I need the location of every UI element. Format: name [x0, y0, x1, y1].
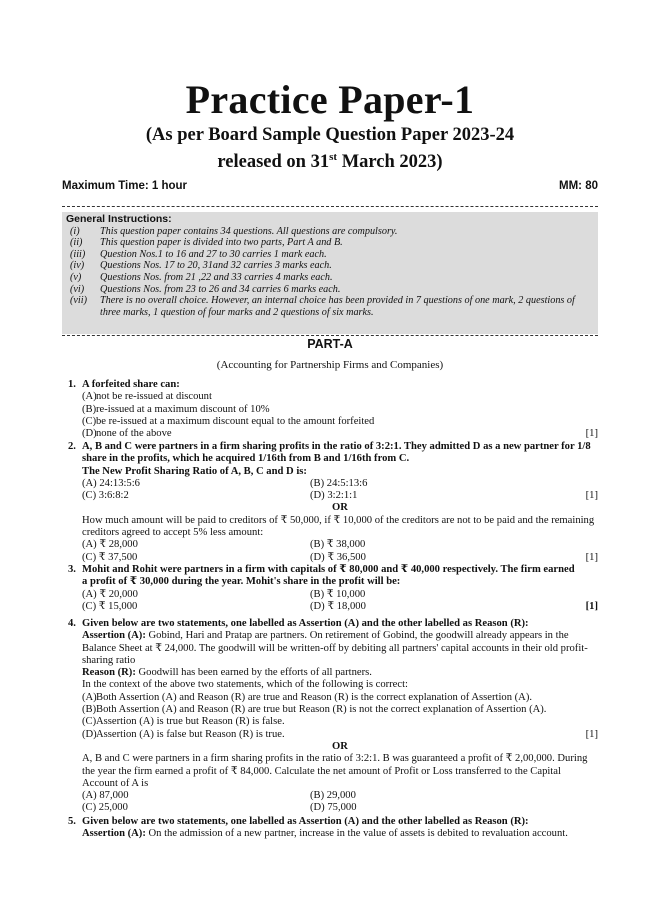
- option-b: (B) 24:5:13:6: [310, 477, 368, 489]
- option-label: (A): [82, 391, 97, 403]
- assertion-label: Assertion (A):: [82, 828, 146, 840]
- max-marks: MM: 80: [559, 180, 598, 192]
- max-time: Maximum Time: 1 hour: [62, 180, 188, 192]
- marks: [1]: [585, 551, 598, 563]
- instruction-number: (i): [70, 225, 80, 237]
- instruction-item: [62, 237, 598, 249]
- question-stem-2: The New Profit Sharing Ratio of A, B, C and D is:: [82, 465, 307, 477]
- alt-option-d: (D) 75,000: [310, 802, 357, 814]
- question-stem: A, B and C were partners in a firm sharing profits in the ratio of 3:2:1. They admitted D as a new partner for 1/8 share in the profits, which he acquired 1/16th from B and 1/16th from C.: [82, 441, 591, 465]
- option-text: Both Assertion (A) and Reason (R) are true but Reason (R) is not the correct explanation of Assertion (A).: [96, 704, 547, 716]
- option-label: (C): [82, 415, 97, 427]
- instruction-text: This question paper is divided into two parts, Part A and B.: [100, 237, 343, 249]
- assertion: [82, 630, 598, 667]
- instruction-number: (ii): [70, 237, 83, 249]
- option-label: (B): [82, 403, 97, 415]
- question-4: [68, 618, 598, 815]
- option-a: [82, 692, 598, 704]
- question-number: 4.: [68, 618, 76, 629]
- subtitle-month-text: March 2023): [337, 152, 443, 173]
- context-text: In the context of the above two statements, which of the following is correct:: [82, 679, 408, 691]
- alt-options-row-1: [82, 790, 598, 802]
- instruction-item: [62, 260, 598, 272]
- instruction-text: This question paper contains 34 questions. All questions are compulsory.: [100, 225, 398, 237]
- divider-bottom: [62, 335, 598, 336]
- question-stem: Given below are two statements, one labelled as Assertion (A) and the other labelled as Reason (R):: [82, 618, 529, 629]
- alt-options-row-2: [82, 552, 598, 564]
- alt-option-c: (C) ₹ 37,500: [82, 551, 138, 563]
- instructions-list: [62, 226, 598, 319]
- options-row-1: [82, 478, 598, 490]
- options-row-1: [82, 589, 598, 601]
- instruction-text: Questions Nos. from 21 ,22 and 33 carries 4 marks each.: [100, 271, 333, 283]
- assertion-text: On the admission of a new partner, increase in the value of assets is debited to revaluation account.: [145, 828, 568, 840]
- alt-question-stem: A, B and C were partners in a firm sharing profits in the ratio of 3:2:1. B was guaranteed a profit of ₹ 2,00,000. During the year the firm earned a profit of ₹ 84,000. Calculate the net amount of Profit or Loss transferred to the Capital Account of A is: [82, 753, 588, 789]
- divider-top: [62, 206, 598, 207]
- option-b: (B) ₹ 10,000: [310, 588, 366, 600]
- instruction-number: (iii): [70, 248, 86, 260]
- options-row-2: [82, 490, 598, 502]
- question-stem: Given below are two statements, one labelled as Assertion (A) and the other labelled as Reason (R):: [82, 816, 529, 827]
- option-text: none of the above: [96, 428, 172, 440]
- assertion-label: Assertion (A):: [82, 630, 146, 642]
- question-number: 1.: [68, 379, 76, 390]
- alt-option-d: (D) ₹ 36,500: [310, 551, 366, 563]
- instruction-number: (vii): [70, 295, 87, 307]
- option-text: not be re-issued at discount: [96, 391, 212, 403]
- assertion: [82, 828, 598, 840]
- instruction-text: There is no overall choice. However, an internal choice has been provided in 7 questions of one mark, 2 questions of three marks, 1 question of four marks and 2 questions of six marks.: [100, 295, 575, 318]
- instruction-number: (iv): [70, 260, 85, 272]
- or-divider: OR: [332, 502, 348, 514]
- assertion-text: Gobind, Hari and Pratap are partners. On retirement of Gobind, the goodwill already appears in the Balance Sheet at ₹ 24,000. The goodwill will be written-off by debiting all partners' capital accounts in their old profit-sharing ratio: [82, 630, 588, 666]
- question-number: 3.: [68, 564, 76, 575]
- or-divider: OR: [332, 740, 348, 752]
- reason: [82, 667, 598, 679]
- option-label: (A): [82, 691, 97, 703]
- instruction-number: (vi): [70, 283, 85, 295]
- marks: [1]: [585, 600, 598, 612]
- instructions-heading: General Instructions:: [66, 213, 172, 225]
- question-number: 2.: [68, 441, 76, 452]
- subtitle-line-1: (As per Board Sample Question Paper 2023-24: [145, 125, 515, 145]
- alt-option-c: (C) 25,000: [82, 802, 128, 814]
- option-text: re-issued at a maximum discount of 10%: [96, 403, 270, 415]
- instruction-item: [62, 272, 598, 284]
- general-instructions: [62, 212, 598, 334]
- part-title: PART-A: [307, 337, 353, 351]
- reason-text: Goodwill has been earned by the efforts of all partners.: [135, 667, 372, 679]
- alt-option-b: (B) ₹ 38,000: [310, 539, 366, 551]
- option-label: (C): [82, 716, 97, 728]
- option-d: (D) ₹ 18,000: [310, 600, 366, 612]
- option-d: [82, 428, 598, 440]
- instruction-number: (v): [70, 271, 82, 283]
- question-2: [68, 441, 598, 564]
- question-number: 5.: [68, 816, 76, 827]
- question-3: [68, 564, 598, 613]
- marks: [1]: [585, 428, 598, 440]
- option-a: (A) 24:13:5:6: [82, 477, 140, 489]
- marks: [1]: [585, 728, 598, 740]
- option-label: (B): [82, 704, 97, 716]
- instruction-item: [62, 295, 598, 318]
- alt-option-b: (B) 29,000: [310, 790, 356, 802]
- alt-options-row-2: [82, 802, 598, 814]
- option-text: be re-issued at a maximum discount equal to the amount forfeited: [96, 415, 375, 427]
- paper-subtitle: [0, 124, 660, 173]
- instruction-item: [62, 284, 598, 296]
- subtitle-superscript: st: [329, 151, 338, 163]
- question-5: [68, 816, 598, 841]
- reason-label: Reason (R):: [82, 667, 136, 679]
- option-a: [82, 391, 598, 403]
- instruction-item: [62, 249, 598, 261]
- option-text: Both Assertion (A) and Reason (R) are true and Reason (R) is the correct explanation of Assertion (A).: [96, 691, 532, 703]
- question-1: [68, 379, 598, 440]
- option-b: [82, 704, 598, 716]
- option-c: [82, 716, 598, 728]
- subtitle-date-text: released on 31: [217, 152, 330, 173]
- option-text: Assertion (A) is false but Reason (R) is true.: [96, 728, 285, 740]
- alt-option-a: (A) 87,000: [82, 790, 129, 802]
- instruction-text: Questions Nos. 17 to 20, 31and 32 carries 3 marks each.: [100, 260, 332, 272]
- exam-meta: [62, 180, 598, 192]
- options-row-2: [82, 601, 598, 613]
- option-b: [82, 404, 598, 416]
- option-c: (C) 3:6:8:2: [82, 490, 129, 502]
- option-label: (D): [82, 728, 97, 740]
- option-d: [82, 729, 598, 741]
- instruction-text: Questions Nos. from 23 to 26 and 34 carries 6 marks each.: [100, 283, 341, 295]
- part-subtitle: (Accounting for Partnership Firms and Companies): [216, 359, 444, 371]
- alt-option-a: (A) ₹ 28,000: [82, 539, 138, 551]
- subtitle-line-2: [0, 146, 660, 173]
- option-label: (D): [82, 428, 97, 440]
- question-stem: A forfeited share can:: [82, 379, 180, 390]
- marks: [1]: [585, 490, 598, 502]
- option-c: [82, 416, 598, 428]
- option-d: (D) 3:2:1:1: [310, 490, 358, 502]
- alt-question-stem: How much amount will be paid to creditors of ₹ 50,000, if ₹ 10,000 of the creditors are not to be paid and the remaining creditors agreed to accept 5% less amount:: [82, 514, 595, 539]
- option-a: (A) ₹ 20,000: [82, 588, 138, 600]
- instruction-item: [62, 226, 598, 238]
- question-stem-text: Mohit and Rohit were partners in a firm with capitals of ₹ 80,000 and ₹ 40,000 respectively. The firm earned a profit of ₹ 30,000 during the year. Mohit's share in the profit will be:: [82, 564, 575, 588]
- option-c: (C) ₹ 15,000: [82, 600, 138, 612]
- option-text: Assertion (A) is true but Reason (R) is false.: [96, 716, 285, 728]
- paper-title: Practice Paper-1: [185, 77, 475, 122]
- alt-options-row-1: [82, 539, 598, 551]
- instruction-text: Question Nos.1 to 16 and 27 to 30 carries 1 mark each.: [100, 248, 327, 260]
